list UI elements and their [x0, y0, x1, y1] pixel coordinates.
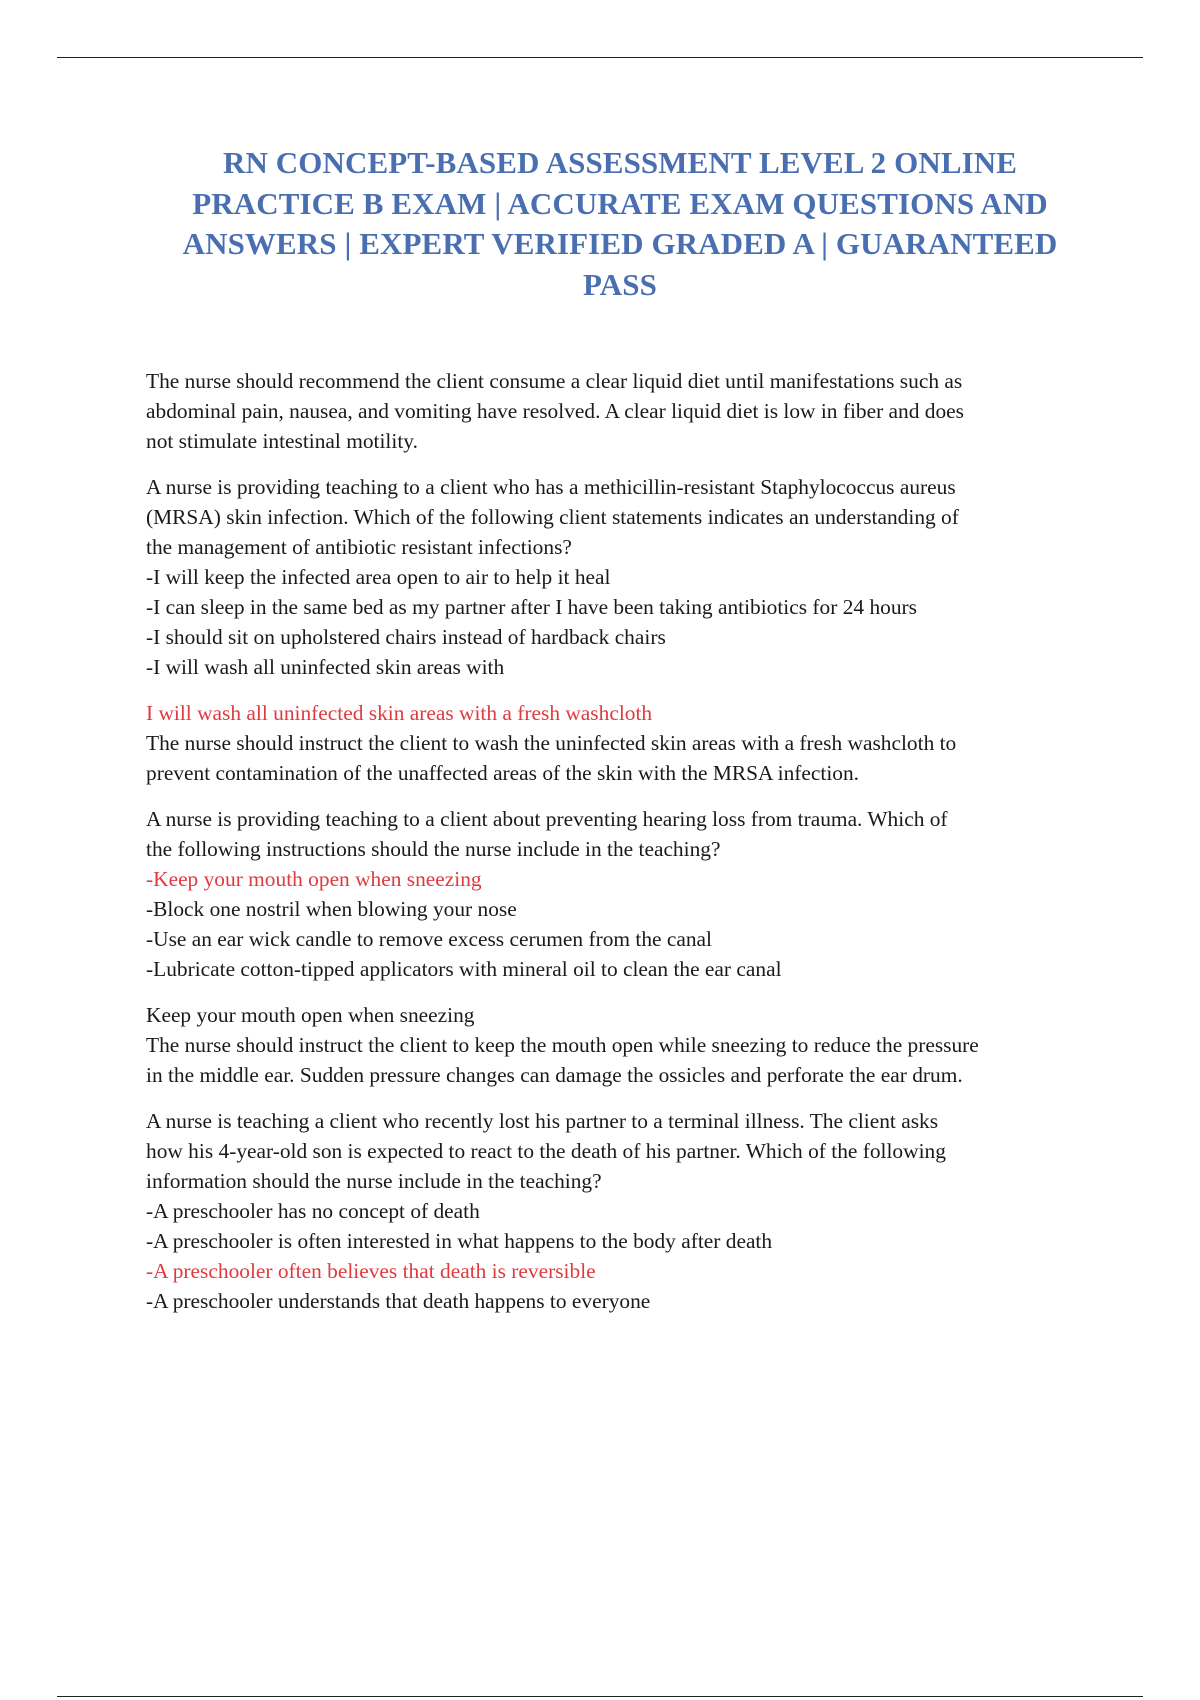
answer-option: -Use an ear wick candle to remove excess cerumen from the canal	[146, 927, 712, 951]
title-line: PASS	[583, 266, 657, 302]
question-stem-line: A nurse is providing teaching to a client about preventing hearing loss from trauma. Which of	[146, 807, 948, 831]
document-body	[146, 366, 1096, 1332]
answer-option: -A preschooler has no concept of death	[146, 1199, 480, 1223]
question-preschooler-grief	[146, 1106, 1096, 1316]
footer-rule	[57, 1696, 1143, 1697]
answer-option: -Lubricate cotton-tipped applicators with mineral oil to clean the ear canal	[146, 957, 782, 981]
text-line: The nurse should instruct the client to wash the uninfected skin areas with a fresh washcloth to	[146, 731, 957, 755]
text-line: in the middle ear. Sudden pressure changes can damage the ossicles and perforate the ear drum.	[146, 1063, 963, 1087]
text-line: prevent contamination of the unaffected areas of the skin with the MRSA infection.	[146, 761, 860, 785]
question-hearing-loss	[146, 804, 1096, 984]
correct-answer: Keep your mouth open when sneezing	[146, 1003, 475, 1027]
correct-answer: I will wash all uninfected skin areas with a fresh washcloth	[146, 701, 653, 725]
answer-option: -I will keep the infected area open to air to help it heal	[146, 565, 611, 589]
question-stem-line: how his 4-year-old son is expected to react to the death of his partner. Which of the following	[146, 1139, 946, 1163]
question-stem-line: A nurse is providing teaching to a client who has a methicillin-resistant Staphylococcus aureus	[146, 475, 956, 499]
answer-option: -I can sleep in the same bed as my partner after I have been taking antibiotics for 24 hours	[146, 595, 917, 619]
text-line: abdominal pain, nausea, and vomiting have resolved. A clear liquid diet is low in fiber and does	[146, 399, 964, 423]
answer-option-correct: -Keep your mouth open when sneezing	[146, 867, 482, 891]
answer-option: -A preschooler understands that death happens to everyone	[146, 1289, 651, 1313]
question-stem-line: (MRSA) skin infection. Which of the following client statements indicates an understanding of	[146, 505, 959, 529]
title-line: RN CONCEPT-BASED ASSESSMENT LEVEL 2 ONLINE	[222, 145, 1018, 180]
text-line: The nurse should recommend the client consume a clear liquid diet until manifestations such as	[146, 369, 963, 393]
answer-option: -A preschooler is often interested in what happens to the body after death	[146, 1229, 773, 1253]
text-line: not stimulate intestinal motility.	[146, 429, 418, 453]
question-stem-line: information should the nurse include in the teaching?	[146, 1169, 602, 1193]
answer-option: -I will wash all uninfected skin areas with	[146, 655, 505, 679]
title-line: ANSWERS | EXPERT VERIFIED GRADED A | GUARANTEED	[182, 226, 1058, 261]
question-mrsa	[146, 472, 1096, 682]
rationale-paragraph	[146, 1030, 1096, 1090]
answer-option-correct: -A preschooler often believes that death is reversible	[146, 1259, 596, 1283]
text-line: The nurse should instruct the client to keep the mouth open while sneezing to reduce the pressure	[146, 1033, 979, 1057]
question-stem-line: A nurse is teaching a client who recently lost his partner to a terminal illness. The client asks	[146, 1109, 939, 1133]
question-stem-line: the following instructions should the nurse include in the teaching?	[146, 837, 721, 861]
answer-option: -I should sit on upholstered chairs instead of hardback chairs	[146, 625, 666, 649]
answer-option: -Block one nostril when blowing your nose	[146, 897, 517, 921]
question-stem-line: the management of antibiotic resistant infections?	[146, 535, 572, 559]
rationale-paragraph	[146, 728, 1096, 788]
title-line: PRACTICE B EXAM | ACCURATE EXAM QUESTIONS AND	[192, 185, 1048, 221]
rationale-paragraph	[146, 366, 1096, 456]
header-rule	[57, 57, 1143, 58]
document-title	[120, 143, 1120, 305]
